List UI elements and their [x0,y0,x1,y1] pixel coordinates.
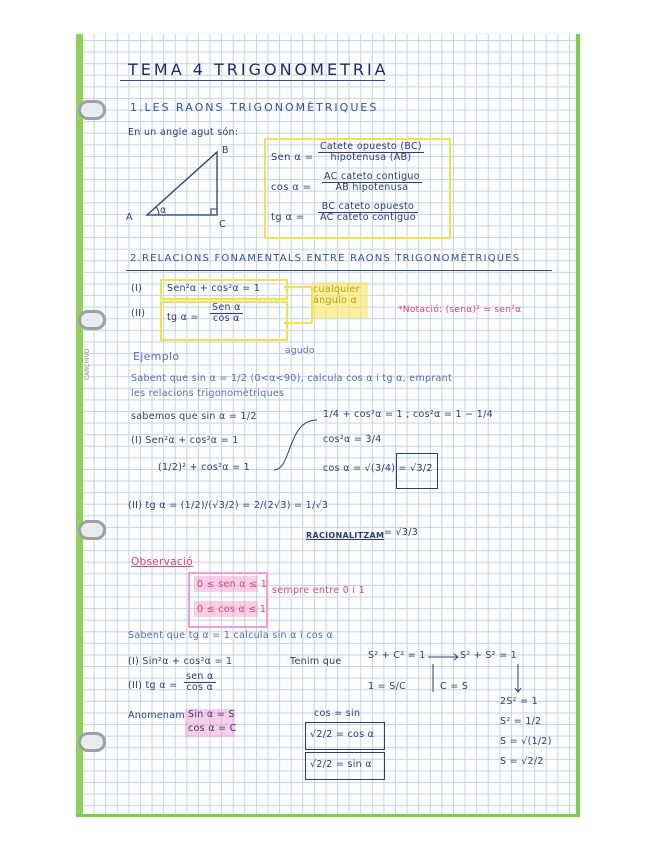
step1-right-line3: cos α = √(3/4) = √3/2 [323,463,433,474]
vertex-a-label: A [126,212,133,223]
cos-bounds: 0 ≤ cos α ≤ 1 [197,604,267,615]
relation2-denominator: cos α [212,313,240,325]
sin-numerator: Catete opuesto (BC) [320,141,422,152]
substituted-eq: S² + S² = 1 [460,650,518,661]
c-equals-s: C = S [440,681,469,692]
any-angle-note: cualquier ángulo α [313,284,360,306]
sin-bounds: 0 ≤ sen α ≤ 1 [197,579,268,590]
binder-ring [78,520,106,540]
tg-label: tg α = [271,212,305,223]
vertex-c-label: C [219,219,226,230]
solve-step3: S = √(1/2) [500,736,552,747]
rename-sin: Sin α = S [188,709,235,720]
example2-tangent-numerator: sen α [186,671,214,682]
example-label: Ejemplo [133,350,180,363]
page-margin-stripe [76,34,83,814]
title-underline [120,80,385,81]
rationalize-label: RACIONALITZAM [306,531,385,540]
observation-label: Observació [131,556,193,568]
page-title: TEMA 4 TRIGONOMETRIA [128,60,389,79]
system-eq1: S² + C² = 1 [368,650,426,661]
relation2-lhs: tg α = [167,312,199,323]
binder-ring [78,732,106,752]
cos-result: √2/2 = cos α [310,729,375,740]
bracket-connector [284,285,314,325]
angle-alpha-label: α [160,205,167,216]
example2-tangent-lhs: (II) tg α = [128,680,178,691]
example2-statement: Sabent que tg α = 1 calcula sin α i cos α [128,630,334,641]
sin-result: √2/2 = sin α [310,759,372,770]
vertex-b-label: B [222,145,229,156]
given-value: sabemos que sin α = 1/2 [131,411,257,422]
cos-numerator: AC cateto contiguo [324,171,420,182]
solve-step1: 2S² = 1 [500,696,539,707]
tangent-result: = √3/3 [384,527,419,538]
example-acute-note: agudo [285,346,315,356]
sin-fraction [318,142,424,164]
tg-numerator: BC cateto opuesto [318,202,418,213]
binder-ring [78,310,106,330]
section1-heading: 1.LES RAONS TRIGONOMÈTRIQUES [130,101,379,114]
step1-right-line2: cos²α = 3/4 [323,434,382,445]
section2-underline [126,270,552,271]
solve-step2: S² = 1/2 [500,716,542,727]
relation2-numerator: Sen α [212,302,241,313]
sin-denominator: hipotenusa (AB) [330,152,412,164]
step2-tangent: (II) tg α = (1/2)/(√3/2) = 2/(2√3) = 1/√3 [128,500,329,511]
example-statement-line1: Sabent que sin α = 1/2 (0<α<90), calcula cos α i tg α, emprant [131,373,453,384]
system-eq2: 1 = S/C [368,681,407,692]
tg-fraction [318,202,418,224]
binder-ring [78,100,106,120]
rename-cos: cos α = C [188,723,237,734]
solve-step4: S = √2/2 [500,756,544,767]
section2-heading: 2.RELACIONS FONAMENTALS ENTRE RAONS TRIGONOMÈTRIQUES [130,253,521,264]
sin-label: Sen α = [271,152,314,163]
cos-denominator: AB hipotenusa [335,182,409,194]
cos-equals-sin: cos = sin [314,708,361,719]
relation2-mark: (II) [131,308,146,319]
cos-label: cos α = [271,182,312,193]
step1-right-line1: 1/4 + cos²α = 1 ; cos²α = 1 − 1/4 [323,409,493,420]
relation1-mark: (I) [131,283,143,294]
right-triangle-diagram [125,140,235,230]
tenim-label: Tenim que [290,656,342,667]
relation1-formula: Sen²α + cos²α = 1 [167,283,261,294]
example2-tangent-fraction [184,672,216,694]
section1-intro: En un angle agut són: [128,127,239,138]
rename-label: Anomenam [128,710,185,721]
example2-tangent-denominator: cos α [186,682,214,694]
system-arrows [428,652,528,697]
cos-result-box [396,453,438,489]
step1-identity: (I) Sen²α + cos²α = 1 [131,435,239,446]
tg-denominator: AC cateto contiguo [320,212,416,224]
step1-substitution: (1/2)² + cos²α = 1 [158,462,251,473]
example-statement-line2: les relacions trigonomètriques [131,388,285,399]
example2-identity: (I) Sin²α + cos²α = 1 [128,656,233,667]
cos-fraction [322,172,422,194]
notation-note: *Notació: (senα)² = sen²α [398,305,522,315]
brand-logo: CARCHIVO [84,348,91,380]
step-arrow [272,415,322,475]
always-between-note: sempre entre 0 i 1 [272,585,365,596]
relation2-fraction [210,303,243,325]
